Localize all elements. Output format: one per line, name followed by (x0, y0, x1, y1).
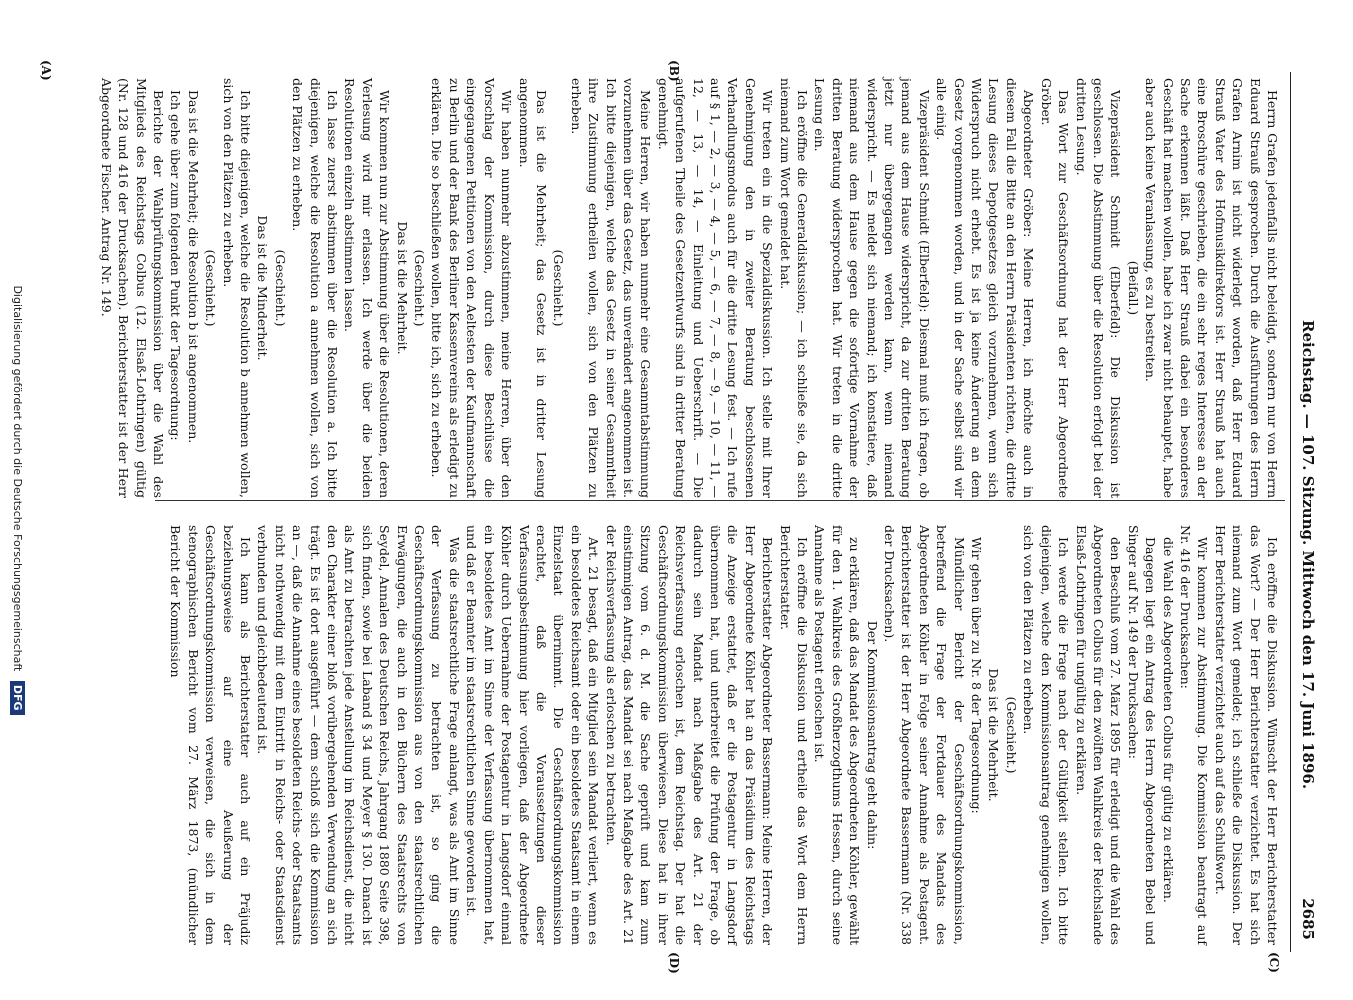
paragraph: die Wahl des Abgeordneten Colbus für gültig zu erklären. (1160, 537, 1176, 903)
paragraph: Wir treten ein in die Spezialdiskussion. Ich stelle mit Ihrer Genehmigung den in zweiter Beratung beschlossenen Verhandlungsmodus auch für die dritte Lesung fest. — Ich rufe auf § 1, — 2, — 3, — 4, — 5, — 6, — 7, — 8, — 9, — 10, — 11, — 12, — 13, — 14, — Einleitung und Ueberschrift. — Die aufgerufenen Theile des Gesetzentwurfs sind in dritter Beratung genehmigt. (655, 78, 776, 498)
paragraph: den Beschluß vom 27. März 1895 für erledigt und die Wahl des Abgeordneten Colbus für den zwölften Wahlkreis der Reichslande Elsaß-Lothringen für ungültig zu erklären. (1073, 525, 1124, 945)
page-title: Reichstag. — 107. Sitzung. Mittwoch den 17. Juni 1896. (1299, 320, 1317, 790)
paragraph: Das Wort zur Geschäftsordnung hat der Herr Abgeordnete Gröber. (1038, 78, 1072, 498)
paragraph: Abgeordneter Gröber: Meine Herren, ich möchte auch in diesem Fall die Bitte an den Herrn Präsidenten richten, die dritte Lesung dieses Depotgesetzes gleich vorzunehmen, wenn sich Widerspruch nicht erhebt. Es ist ja keine Änderung an dem Gesetz vorgenommen worden, und in der Sache selbst sind wir alle einig. (934, 78, 1037, 498)
column-divider (155, 500, 1285, 501)
paragraph: Herrn Grafen jedenfalls nicht beleidigt, sondern nur von Herrn Eduard Strauß gesprochen. Durch die Ausführungen des Herrn Grafen Arnim ist nicht widerlegt worden, daß Herr Eduard Strauß Vater des Hofmusikdirektors ist. Herr Strauß hat auch eine Broschüre geschrieben, die ein sehr reges Interesse an der Sache erkennen läßt. Daß Herr Strauß dabei ein besonderes Geschäft hat machen wollen, habe ich zwar nicht behauptet, habe aber auch keine Veranlassung, es zu bestreiten. (1143, 78, 1280, 498)
footer-text: Digitalisierung gefördert durch die Deutsche Forschungsgemeinschaft (11, 285, 24, 672)
paragraph: Vizepräsident Schmidt (Elberfeld): Diesmal muß ich fragen, ob jemand aus dem Hause widerspricht, da zur dritten Beratung jetzt nur übergegangen werden kann, wenn niemand widerspricht. — Es meldet sich niemand; ich konstatiere, daß niemand aus dem Hause gegen die sofortige Vornahme der dritten Beratung widersprochen hat. Wir treten in die dritte Lesung ein. (812, 78, 932, 498)
paragraph: Berichterstatter Abgeordneter Bassermann: Meine Herren, der Herr Abgeordnete Köhler hat an das Präsidium des Reichstags die Anzeige erstattet, daß er die Postagentur in Langsdorf übernommen hat, und unterbreitet die Prüfung der Frage, ob dadurch sein Mandat nach Maßgabe des Art. 21 der Reichsverfassung erloschen ist, dem Reichstag. Der hat die Geschäftsordnungskommission überwiesen. Diese hat in ihrer Sitzung vom 6. d. M. die Sache geprüft und kam zum einstimmigen Antrag, das Mandat sei nach Maßgabe des Art. 21 der Reichsverfassung als erloschen zu betrachten. (603, 525, 776, 945)
paragraph: (Geschieht.) (551, 249, 567, 327)
paragraph: (Geschieht.) (272, 249, 288, 327)
paragraph: Was die staatsrechtliche Frage anlangt, was als Amt im Sinne der Verfassung zu betrachten ist, so ging die Geschäftsordnungskommission aus von den staatsrechtlichen Erwägungen, die auch in den Büchern des Staatsrechts von Seydel, Annalen des Deutschen Reichs, Jahrgang 1880 Seite 398, sich finden, sowie bei Laband § 34 und Meyer § 130. Danach ist als Amt zu betrachten jede Anstellung im Reichsdienst, die nicht den Charakter einer bloß vorübergehenden Verwendung an sich trägt. Es ist dort ausgeführt — dem schloß sich die Kommission an —, daß die Annahme eines besoldeten Reichs- oder Staatsamts nicht nothwendig mit dem Eintritt in Reichs- oder Staatsdienst verbunden und gleichbedeutend ist. (255, 525, 462, 945)
paragraph: Ich eröffne die Generaldiskussion; — ich schließe sie, da sich niemand zum Wort gemeldet hat. (777, 78, 811, 498)
paragraph: Ich lasse zuerst abstimmen über die Resolution a. Ich bitte diejenigen, welche die Resolution a annehmen wollen, sich von den Plätzen zu erheben. (290, 78, 341, 498)
margin-marker-b: (B) (667, 60, 681, 82)
paragraph: Ich kann als Berichterstatter auch auf ein Präjudiz beziehungsweise auf eine Aeußerung der Geschäftsordnungskommission verweisen, die sich in dem stenographischen Bericht vom 27. März 1873, (mündlicher Bericht der Kommission (168, 525, 254, 945)
margin-marker-c: (C) (1267, 952, 1281, 973)
margin-marker-a: (A) (39, 60, 53, 81)
margin-marker-d: (D) (667, 952, 681, 974)
paragraph: Ich gehe über zum folgenden Punkt der Tagesordnung: (168, 90, 184, 441)
footer-credit (3, 0, 25, 1000)
dfg-logo: DFG (10, 681, 25, 715)
right-column (161, 525, 1281, 945)
paragraph: (Geschieht.) (203, 249, 219, 327)
paragraph: Das ist die Mehrheit; die Resolution b ist angenommen. (185, 90, 201, 444)
paragraph: Art. 21 besagt, daß ein Mitglied sein Mandat verliert, wenn es ein besoldetes Reichsamt oder ein besoldetes Staatsamt in einem Einzelstaat übernimmt. Die Geschäftsordnungskommission erachtet, daß die Voraussetzungen dieser Verfassungsbestimmung hier vorliegen, daß der Abgeordnete Köhler durch Uebernahme der Postagentur in Langsdorf einmal ein besoldetes Amt im Sinne der Verfassung übernommen hat, und daß er Beamter im staatsrechtlichen Sinne geworden ist. (464, 525, 602, 945)
page-header (1293, 70, 1317, 950)
paragraph: Vizepräsident Schmidt (Elberfeld): Die Diskussion ist geschlossen. Die Abstimmung über die Resolution erfolgt bei der dritten Lesung. (1073, 78, 1124, 498)
paragraph: Wir kommen nun zur Abstimmung über die Resolutionen, deren Verlesung wird mir erlassen. Ich werde über die beiden Resolutionen einzeln abstimmen lassen. (342, 78, 393, 498)
paragraph: Ich eröffne die Diskussion. Wünscht der Herr Berichterstatter das Wort? — Der Herr Berichterstatter verzichtet. Es hat sich niemand zum Wort gemeldet; ich schließe die Diskussion. Der Herr Berichterstatter verzichtet auch auf das Schlußwort. (1212, 525, 1280, 945)
paragraph: Mündlicher Bericht der Geschäftsordnungskommission, betreffend die Frage der Fortdauer des Mandats des Abgeordneten Köhler in Folge seiner Annahme als Postagent. Berichterstatter ist der Herr Abgeordnete Bassermann (Nr. 338 der Drucksachen). (882, 525, 967, 945)
paragraph: Dagegen liegt ein Antrag des Herrn Abgeordneten Bebel und Singer auf Nr. 149 der Drucksachen: (1125, 525, 1159, 945)
paragraph: Wir kommen zur Abstimmung. Die Kommission beantragt auf Nr. 416 der Drucksachen: (1177, 525, 1211, 945)
paragraph: Der Kommissionsantrag geht dahin: (864, 620, 880, 850)
paragraph: Ich eröffne die Diskussion und ertheile das Wort dem Herrn Berichterstatter. (777, 525, 811, 945)
paragraph: Das ist die Minderheit. (255, 215, 271, 361)
paragraph: Wir haben nunmehr abzustimmen, meine Herren, über den Vorschlag der Kommission, durch diese Beschlüsse die eingegangenen Petitionen von den Aeltesten der Kaufmannschaft zu Berlin und der Bank des Berliner Kassenvereins als erledigt zu erklären. Die so beschließen wollen, bitte ich, sich zu erheben. (429, 78, 515, 498)
paragraph: Ich werde die Frage nach der Gültigkeit stellen. Ich bitte diejenigen, welche den Kommissionsantrag genehmigen wollen, sich von den Plätzen zu erheben. (1021, 525, 1072, 945)
paragraph: Das ist die Mehrheit. (394, 221, 410, 355)
header-rule (1290, 72, 1291, 952)
paragraph: Das ist die Mehrheit; das Gesetz ist in dritter Lesung angenommen. (516, 78, 549, 498)
paragraph: Wir gehen über zu Nr. 8 der Tagesordnung: (969, 537, 985, 814)
paragraph: zu erklären, daß das Mandat des Abgeordneten Köhler, gewählt für den 1. Wahlkreis des Großherzogthums Hessen, durch seine Annahme als Postagent erloschen ist. (812, 525, 863, 945)
paragraph: (Geschieht.) (1003, 696, 1019, 774)
paragraph: Das ist die Mehrheit. (986, 668, 1002, 802)
paragraph: (Beifall.) (1125, 260, 1141, 316)
paragraph: Ich bitte diejenigen, welche die Resolution b annehmen wollen, sich von den Plätzen zu erheben. (220, 78, 254, 498)
paragraph: Meine Herren, wir haben nunmehr eine Gesammtabstimmung vorzunehmen über das Gesetz, das unverändert angenommen ist. Ich bitte diejenigen, welche das Gesetz in seiner Gesammtheit ihre Zustimmung ertheilen wollen, sich von den Plätzen zu erheben. (568, 78, 654, 498)
left-column (98, 78, 1281, 498)
page-number: 2685 (1299, 898, 1317, 940)
paragraph: Berichte der Wahlprüfungskommission über die Wahl des Mitglieds des Reichstags Colbus (12. Elsaß-Lothringen) gültig (Nr. 128 und 416 der Drucksachen). Berichterstatter ist der Herr Abgeordnete Fischer. Antrag Nr. 149. (98, 78, 166, 498)
paragraph: (Geschieht.) (412, 249, 428, 327)
